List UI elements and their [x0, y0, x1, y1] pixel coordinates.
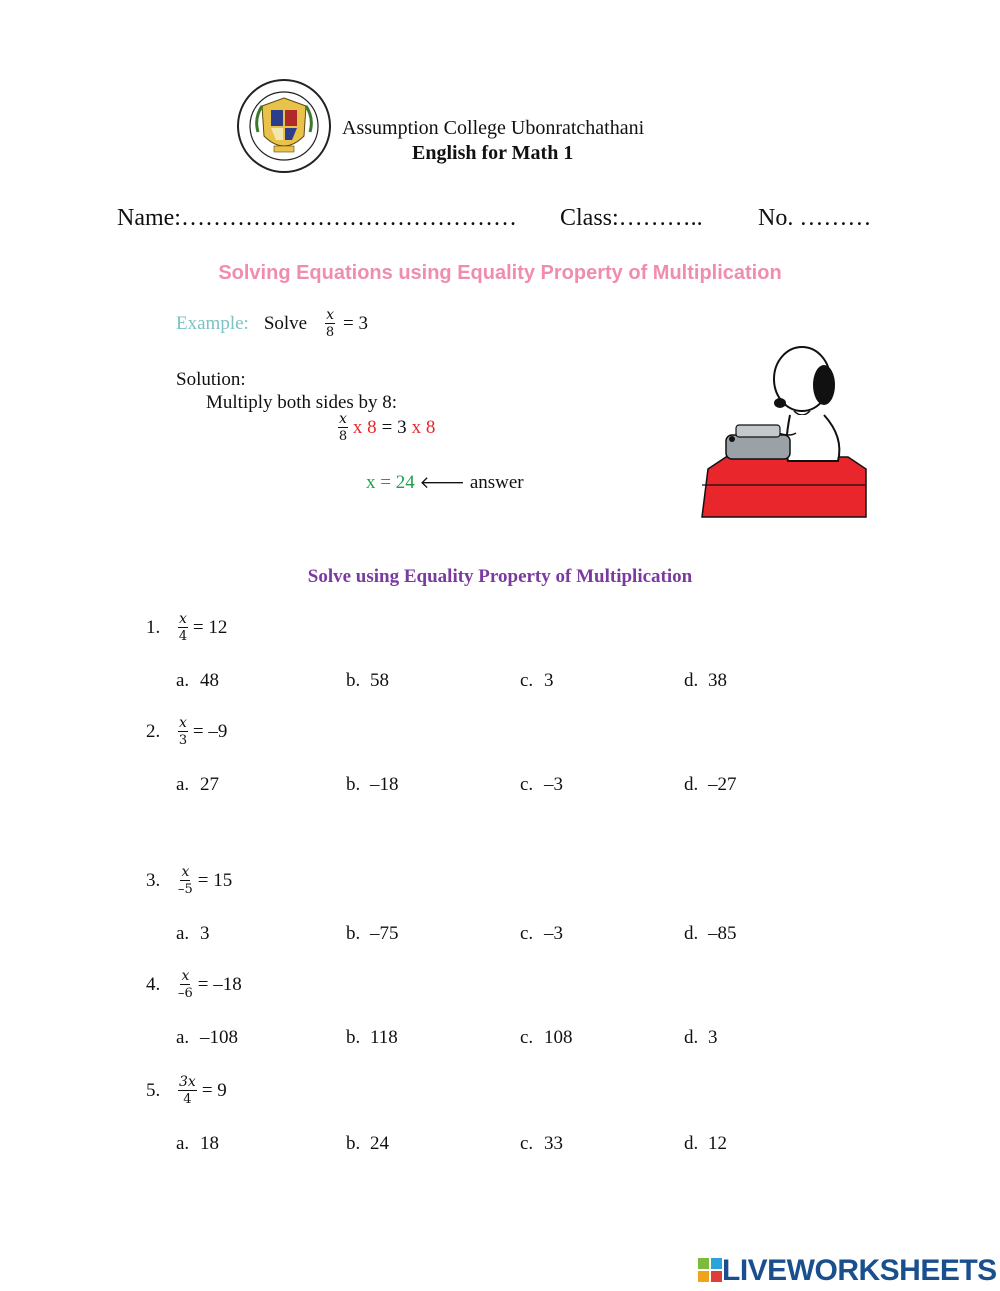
option-letter: c.	[520, 670, 534, 691]
step-fraction	[338, 412, 348, 443]
fraction-denominator: 4	[178, 629, 188, 644]
solution-step: Multiply both sides by 8:	[206, 392, 398, 413]
option-letter: a.	[176, 670, 190, 691]
option-letter: a.	[176, 1027, 190, 1048]
option-letter: d.	[684, 670, 699, 691]
question-fraction	[178, 716, 188, 747]
question-3-option-d[interactable]	[684, 923, 737, 945]
option-letter: c.	[520, 923, 534, 944]
option-value: 38	[708, 670, 727, 691]
option-value: 3	[708, 1027, 718, 1048]
question-5-option-b[interactable]	[346, 1133, 389, 1155]
question-4	[146, 969, 242, 1000]
question-number: 1.	[146, 616, 161, 638]
question-rhs: = –9	[192, 720, 228, 742]
question-5-option-d[interactable]	[684, 1133, 727, 1155]
question-2-option-b[interactable]	[346, 774, 399, 796]
option-value: –75	[370, 923, 399, 944]
option-value: 3	[544, 670, 554, 691]
option-letter: b.	[346, 670, 361, 691]
question-2-option-d[interactable]	[684, 774, 737, 796]
course-title: English for Math 1	[412, 142, 574, 164]
option-letter: d.	[684, 1133, 699, 1154]
option-letter: c.	[520, 774, 534, 795]
option-value: –27	[708, 774, 737, 795]
example-fraction	[325, 308, 335, 339]
option-value: 33	[544, 1133, 563, 1154]
question-3	[146, 865, 232, 896]
question-fraction	[178, 865, 193, 896]
fraction-numerator: x	[181, 864, 190, 880]
option-letter: b.	[346, 923, 361, 944]
option-letter: b.	[346, 1027, 361, 1048]
fraction-denominator: –6	[178, 986, 193, 1001]
name-field[interactable]: Name:……………………………………	[117, 205, 517, 231]
arrow-left-icon: 🡐	[419, 473, 466, 493]
brand-text: LIVEWORKSHEETS	[722, 1254, 997, 1287]
fraction-denominator: 8	[325, 325, 335, 340]
section-title: Solve using Equality Property of Multiplication	[307, 566, 693, 587]
question-rhs: = 9	[201, 1079, 227, 1101]
option-value: –3	[544, 923, 563, 944]
school-logo	[236, 78, 332, 174]
question-number: 5.	[146, 1079, 161, 1101]
example-rhs: = 3	[343, 312, 368, 334]
question-5-option-a[interactable]	[176, 1133, 219, 1155]
answer-label: answer	[469, 472, 524, 493]
question-1-option-b[interactable]	[346, 670, 389, 692]
question-2	[146, 716, 227, 747]
fraction-denominator: 8	[338, 429, 348, 444]
question-3-option-b[interactable]	[346, 923, 399, 945]
fraction-numerator: x	[339, 411, 347, 427]
question-4-option-c[interactable]	[520, 1027, 573, 1049]
solution-label: Solution:	[176, 369, 246, 390]
option-letter: d.	[684, 1027, 699, 1048]
answer-line	[366, 472, 524, 494]
question-rhs: = –18	[197, 973, 242, 995]
option-value: 12	[708, 1133, 727, 1154]
question-4-option-b[interactable]	[346, 1027, 398, 1049]
option-letter: a.	[176, 1133, 190, 1154]
question-number: 4.	[146, 973, 161, 995]
solution-equation	[336, 412, 435, 443]
option-letter: c.	[520, 1133, 534, 1154]
example-solve: Solve	[263, 312, 308, 334]
option-value: 3	[200, 923, 210, 944]
option-letter: d.	[684, 923, 699, 944]
fraction-numerator: x	[179, 611, 187, 627]
option-letter: b.	[346, 1133, 361, 1154]
question-fraction	[178, 1075, 197, 1106]
liveworksheets-icon	[698, 1258, 722, 1284]
fraction-numerator: x	[179, 715, 187, 731]
question-number: 2.	[146, 720, 161, 742]
example-label: Example:	[176, 312, 249, 334]
question-3-option-c[interactable]	[520, 923, 563, 945]
question-2-option-a[interactable]	[176, 774, 219, 796]
question-rhs: = 12	[192, 616, 228, 638]
liveworksheets-brand	[698, 1254, 997, 1288]
school-name: Assumption College Ubonratchathani	[342, 117, 645, 139]
question-1-option-c[interactable]	[520, 670, 554, 692]
fraction-denominator: –5	[178, 882, 193, 897]
option-value: –108	[200, 1027, 238, 1048]
fraction-numerator: x	[181, 968, 190, 984]
question-5	[146, 1075, 227, 1106]
option-value: –85	[708, 923, 737, 944]
example-line	[176, 308, 368, 339]
question-1	[146, 612, 227, 643]
option-letter: d.	[684, 774, 699, 795]
question-4-option-d[interactable]	[684, 1027, 718, 1049]
snoopy-typewriter-illustration	[698, 345, 870, 525]
class-field[interactable]: Class:………..	[560, 205, 703, 231]
option-value: 27	[200, 774, 219, 795]
option-letter: c.	[520, 1027, 534, 1048]
times-right: x 8	[411, 416, 436, 438]
option-value: 58	[370, 670, 389, 691]
worksheet-title: Solving Equations using Equality Property of Multiplication	[218, 262, 782, 284]
step-equals: = 3	[381, 416, 407, 438]
times-left: x 8	[352, 416, 377, 438]
option-value: 108	[544, 1027, 573, 1048]
question-5-option-c[interactable]	[520, 1133, 563, 1155]
fraction-denominator: 3	[178, 733, 188, 748]
option-letter: a.	[176, 923, 190, 944]
fraction-numerator: 3x	[179, 1074, 196, 1090]
question-1-option-d[interactable]	[684, 670, 727, 692]
question-3-option-a[interactable]	[176, 923, 210, 945]
question-rhs: = 15	[197, 869, 233, 891]
question-1-option-a[interactable]	[176, 670, 219, 692]
option-value: –18	[370, 774, 399, 795]
option-value: 118	[370, 1027, 398, 1048]
option-letter: a.	[176, 774, 190, 795]
option-value: 48	[200, 670, 219, 691]
option-value: 24	[370, 1133, 389, 1154]
number-field[interactable]: No. ………	[758, 205, 872, 231]
fraction-denominator: 4	[183, 1092, 192, 1107]
answer-equation: x = 24	[366, 472, 415, 493]
question-2-option-c[interactable]	[520, 774, 563, 796]
fraction-numerator: x	[326, 307, 334, 323]
option-value: –3	[544, 774, 563, 795]
question-4-option-a[interactable]	[176, 1027, 238, 1049]
question-number: 3.	[146, 869, 161, 891]
option-letter: b.	[346, 774, 361, 795]
option-value: 18	[200, 1133, 219, 1154]
question-fraction	[178, 969, 193, 1000]
question-fraction	[178, 612, 188, 643]
